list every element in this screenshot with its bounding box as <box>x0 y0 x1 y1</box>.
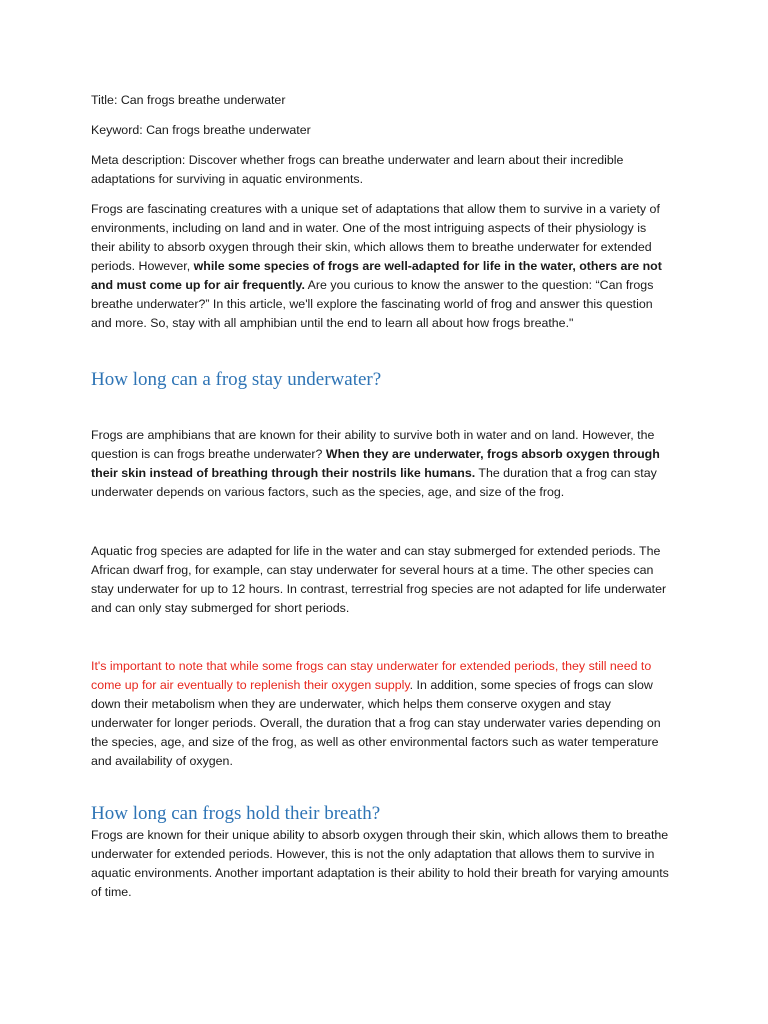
title-line: Title: Can frogs breathe underwater <box>91 93 286 107</box>
meta-description-line: Meta description: Discover whether frogs can breathe underwater and learn about their incredible adaptations for surviving in aquatic environments. <box>91 153 624 186</box>
section1-paragraph-1 <box>91 426 672 502</box>
keyword-line: Keyword: Can frogs breathe underwater <box>91 123 311 137</box>
s1p3-text-2: . In addition, some species of frogs can slow down their metabolism when they are underwater, which helps them conserve oxygen and stay underwater for longer periods. Overall, the duration that a frog can stay underwater varies depending on the species, age, and size of the frog, as well as other environmental factors such as water temperature and availability of oxygen. <box>91 678 661 768</box>
intro-text-bold: while some species of frogs are well-adapted for life in the water, others are not and must come up for air frequently. <box>91 259 662 292</box>
intro-text-1: Frogs are fascinating creatures with a unique set of adaptations that allow them to survive in a variety of environments, including on land and in water. One of the most intriguing aspects of their physiology is their ability to absorb oxygen through their skin, which allows them to breathe underwater for extended periods. However, <box>91 202 660 273</box>
intro-paragraph <box>91 200 672 333</box>
intro-text-3: Are you curious to know the answer to the question: “Can frogs breathe underwater?” In this article, we'll explore the fascinating world of frog and answer this question and more. So, stay with all amphibian until the end to learn all about how frogs breathe." <box>91 278 654 330</box>
section1-paragraph-3 <box>91 657 672 771</box>
section1-paragraph-2: Aquatic frog species are adapted for life in the water and can stay submerged for extended periods. The African dwarf frog, for example, can stay underwater for several hours at a time. The other species can stay underwater for up to 12 hours. In contrast, terrestrial frog species are not adapted for life underwater and can only stay submerged for short periods. <box>91 544 667 615</box>
s1p3-highlight-red: It's important to note that while some frogs can stay underwater for extended periods, they still need to come up for air eventually to replenish their oxygen supply <box>91 659 652 692</box>
s1p1-text-3: The duration that a frog can stay underwater depends on various factors, such as the species, age, and size of the frog. <box>91 466 657 499</box>
section2-paragraph-1: Frogs are known for their unique ability to absorb oxygen through their skin, which allows them to breathe underwater for extended periods. However, this is not the only adaptation that allows them to survive in aquatic environments. Another important adaptation is their ability to hold their breath for varying amounts of time. <box>91 828 669 899</box>
section1-heading: How long can a frog stay underwater? <box>91 369 382 390</box>
s1p1-text-1: Frogs are amphibians that are known for their ability to survive both in water and on land. However, the question is can frogs breathe underwater? <box>91 428 655 461</box>
s1p1-text-bold: When they are underwater, frogs absorb oxygen through their skin instead of breathing through their nostrils like humans. <box>91 447 660 480</box>
section2-heading: How long can frogs hold their breath? <box>91 803 381 824</box>
